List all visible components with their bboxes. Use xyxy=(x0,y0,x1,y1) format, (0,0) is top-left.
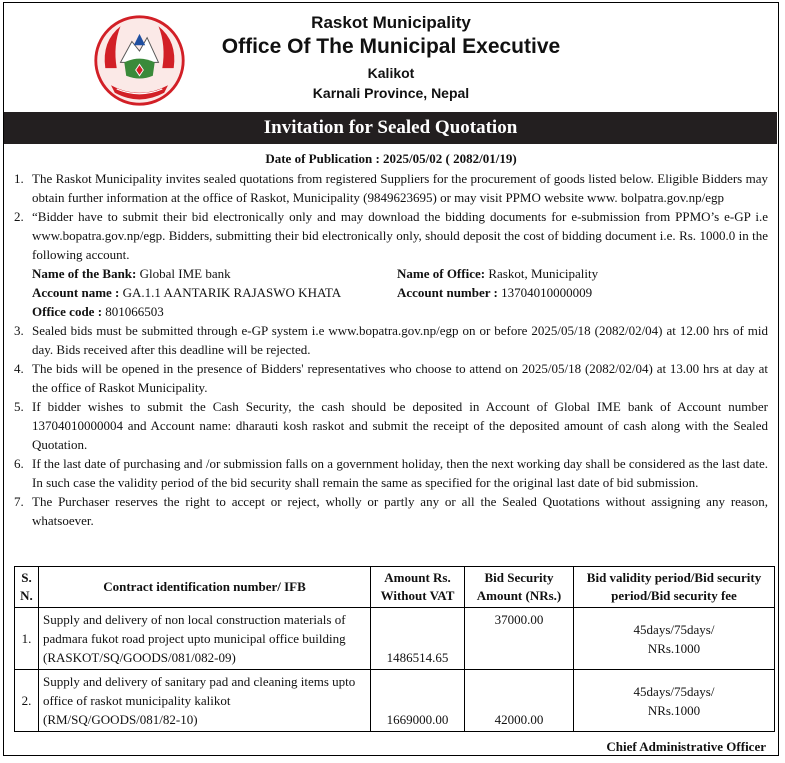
clause-number: 7. xyxy=(14,494,24,509)
bank-name-value: Global IME bank xyxy=(136,266,231,281)
clause-text: If bidder wishes to submit the Cash Security, the cash should be deposited in Account of Global IME bank of Account number 13704010000004 and Account name: dharauti kosh raskot and submit the receipt of the deposited amount of cash along with the Sealed Quotation. xyxy=(32,399,768,452)
district-name: Kalikot xyxy=(367,65,415,81)
header-validity: Bid validity period/Bid security period/Bid security fee xyxy=(574,567,775,608)
header-sn: S. N. xyxy=(15,567,39,608)
clause-4 xyxy=(14,359,768,397)
office-title: Office Of The Municipal Executive xyxy=(221,35,561,58)
table-row xyxy=(15,670,775,732)
office-code-value: 801066503 xyxy=(102,304,164,319)
clause-6 xyxy=(14,454,768,492)
clause-number: 5. xyxy=(14,399,24,414)
clause-number: 6. xyxy=(14,456,24,471)
municipality-name: Raskot Municipality xyxy=(311,13,471,32)
clause-2 xyxy=(14,207,768,264)
validity-period: 45days/75days/ xyxy=(633,683,715,699)
clause-1 xyxy=(14,169,768,207)
clause-text: “Bidder have to submit their bid electronically only and may download the bidding documents for e-submission from PPMO’s e-GP i.e www.bopatra.gov.np/egp. Bidders, submitting their bid electronically only, should deposit the cost of bidding document i.e. Rs. 1000.0 in the following account. xyxy=(32,209,768,262)
clause-text: If the last date of purchasing and /or submission falls on a government holiday, then the next working day shall be considered as the last date. In such case the validity period of the bid security shall remain the same as specified for the original last date of bid submission. xyxy=(32,456,768,490)
validity-period: 45days/75days/ xyxy=(633,621,715,637)
account-number-label: Account number : xyxy=(397,285,498,300)
signature-title: Chief Administrative Officer xyxy=(606,739,766,754)
clause-number: 2. xyxy=(14,209,24,224)
header-security: Bid Security Amount (NRs.) xyxy=(465,567,574,608)
row-amount: 1486514.65 xyxy=(371,608,465,670)
row-validity xyxy=(574,608,775,670)
publication-date-label: Date of Publication : xyxy=(265,151,380,166)
clause-number: 4. xyxy=(14,361,24,376)
row-security: 42000.00 xyxy=(465,670,574,732)
row-description: Supply and delivery of sanitary pad and cleaning items upto office of raskot municipality kalikot (RM/SQ/GOODS/081/82-10) xyxy=(39,670,371,732)
bank-details xyxy=(32,264,768,321)
table-header-row xyxy=(15,567,775,608)
clause-text: Sealed bids must be submitted through e-GP system i.e www.bopatra.gov.np/egp on or before 2025/05/18 (2082/02/04) at 12.00 hrs of mid day. Bids received after this deadline will be rejected. xyxy=(32,323,768,357)
table-row xyxy=(15,608,775,670)
account-name-value: GA.1.1 AANTARIK RAJASWO KHATA xyxy=(119,285,342,300)
row-amount: 1669000.00 xyxy=(371,670,465,732)
bank-name-label: Name of the Bank: xyxy=(32,266,137,281)
clause-number: 1. xyxy=(14,171,24,186)
office-name-value: Raskot, Municipality xyxy=(485,266,599,281)
province-name: Karnali Province, Nepal xyxy=(312,85,470,101)
clause-text: The Raskot Municipality invites sealed quotations from registered Suppliers for the procurement of goods listed below. Eligible Bidders may obtain further information at the office of Raskot, Municipality (9849623695) or may visit PPMO website www. bolpatra.gov.np/egp xyxy=(32,171,768,205)
clause-7 xyxy=(14,492,768,530)
publication-date-value: 2025/05/02 ( 2082/01/19) xyxy=(383,151,517,166)
validity-fee: NRs.1000 xyxy=(647,640,701,656)
header-amount: Amount Rs. Without VAT xyxy=(371,567,465,608)
clause-number: 3. xyxy=(14,323,24,338)
row-validity xyxy=(574,670,775,732)
quotation-table xyxy=(14,566,775,732)
office-code-label: Office code : xyxy=(32,304,103,319)
clause-3 xyxy=(14,321,768,359)
account-name-label: Account name : xyxy=(32,285,120,300)
office-name-label: Name of Office: xyxy=(397,266,486,281)
bank-row-1 xyxy=(32,264,768,283)
clause-5 xyxy=(14,397,768,454)
row-security: 37000.00 xyxy=(465,608,574,670)
row-sn: 1. xyxy=(15,608,39,670)
notice-body xyxy=(14,169,768,530)
bank-row-3 xyxy=(32,302,768,321)
clause-text: The bids will be opened in the presence of Bidders' representatives who choose to attend on 2025/05/18 (2082/02/04) at 13.00 hrs at day at the office of Raskot Municipality. xyxy=(32,361,768,395)
notice-title-banner: Invitation for Sealed Quotation xyxy=(4,112,777,144)
account-number-value: 13704010000009 xyxy=(497,285,593,300)
validity-fee: NRs.1000 xyxy=(647,702,701,718)
publication-date xyxy=(4,151,778,167)
header-ifb: Contract identification number/ IFB xyxy=(39,567,371,608)
row-sn: 2. xyxy=(15,670,39,732)
notice-frame xyxy=(3,2,779,756)
clause-text: The Purchaser reserves the right to accept or reject, wholly or partly any or all the Sealed Quotations without assigning any reason, whatsoever. xyxy=(32,494,768,528)
row-description: Supply and delivery of non local construction materials of padmara fukot road project upto municipal office building (RASKOT/SQ/GOODS/081/082-09) xyxy=(39,608,371,670)
bank-row-2 xyxy=(32,283,768,302)
